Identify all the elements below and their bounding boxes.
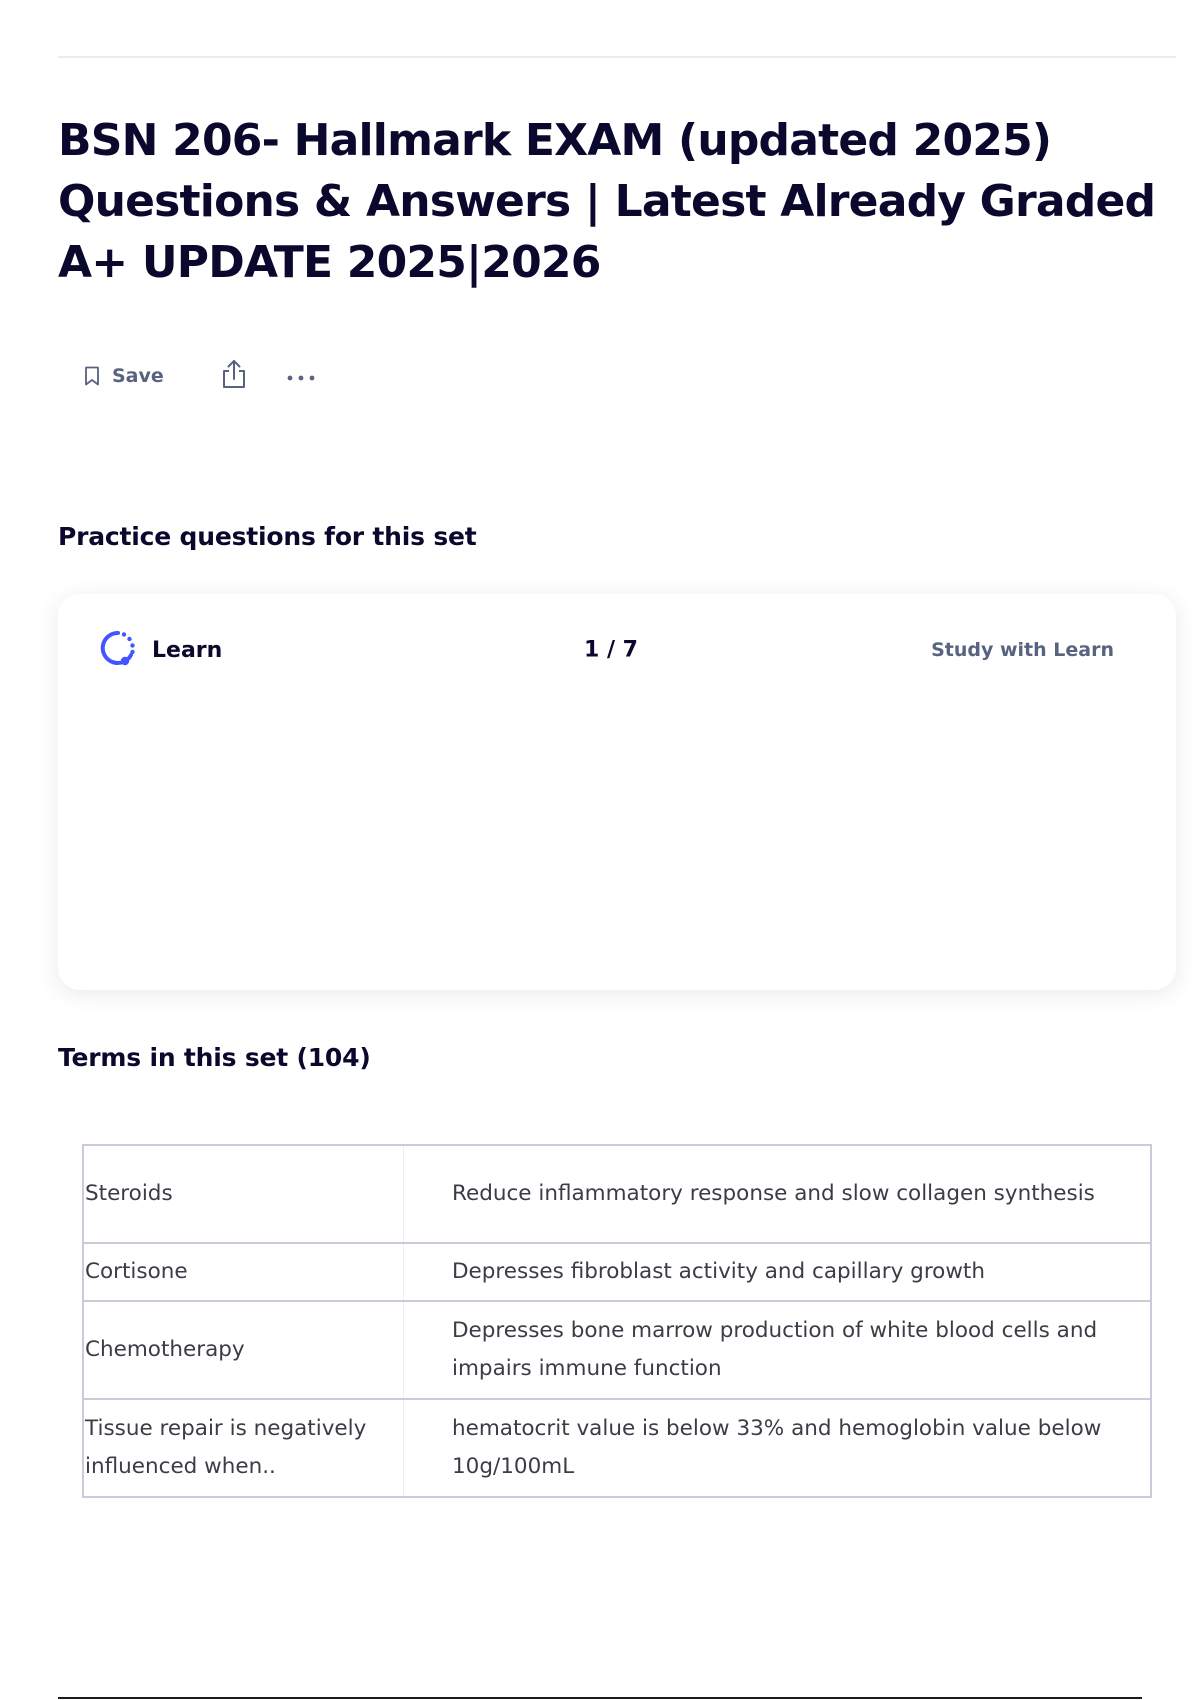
table-row	[83, 1145, 1151, 1243]
definition-cell: Reduce inflammatory response and slow collagen synthesis	[404, 1145, 1152, 1243]
term-cell: Steroids	[83, 1145, 404, 1243]
set-actions-toolbar	[84, 356, 316, 396]
terms-table	[82, 1144, 1152, 1498]
save-label: Save	[112, 365, 164, 387]
bookmark-icon	[84, 366, 100, 386]
learn-label: Learn	[152, 637, 223, 663]
save-button[interactable]	[84, 365, 164, 387]
table-row	[83, 1399, 1151, 1497]
bottom-divider	[58, 1697, 1142, 1699]
more-options-button[interactable]	[286, 367, 316, 386]
page-title: BSN 206- Hallmark EXAM (updated 2025) Questions & Answers | Latest Already Graded A+ UPDATE 2025|2026	[58, 115, 1156, 288]
term-cell: Chemotherapy	[83, 1301, 404, 1399]
learn-icon	[98, 628, 138, 672]
definition-cell: Depresses fibroblast activity and capillary growth	[404, 1243, 1152, 1301]
top-divider	[58, 56, 1176, 58]
terms-heading: Terms in this set (104)	[58, 1043, 371, 1072]
learn-practice-card	[58, 594, 1176, 990]
term-cell: Cortisone	[83, 1243, 404, 1301]
practice-questions-heading: Practice questions for this set	[58, 522, 477, 551]
definition-cell: Depresses bone marrow production of white blood cells and impairs immune function	[404, 1301, 1152, 1399]
term-cell: Tissue repair is negatively influenced when..	[83, 1399, 404, 1497]
more-options-icon	[286, 367, 316, 386]
learn-card-header	[98, 628, 1114, 672]
progress-counter: 1 / 7	[584, 637, 638, 663]
share-icon	[220, 358, 248, 394]
learn-mode-label	[98, 628, 222, 672]
table-row	[83, 1243, 1151, 1301]
table-row	[83, 1301, 1151, 1399]
definition-cell: hematocrit value is below 33% and hemoglobin value below 10g/100mL	[404, 1399, 1152, 1497]
share-button[interactable]	[220, 358, 248, 394]
study-with-learn-link[interactable]: Study with Learn	[931, 639, 1114, 661]
